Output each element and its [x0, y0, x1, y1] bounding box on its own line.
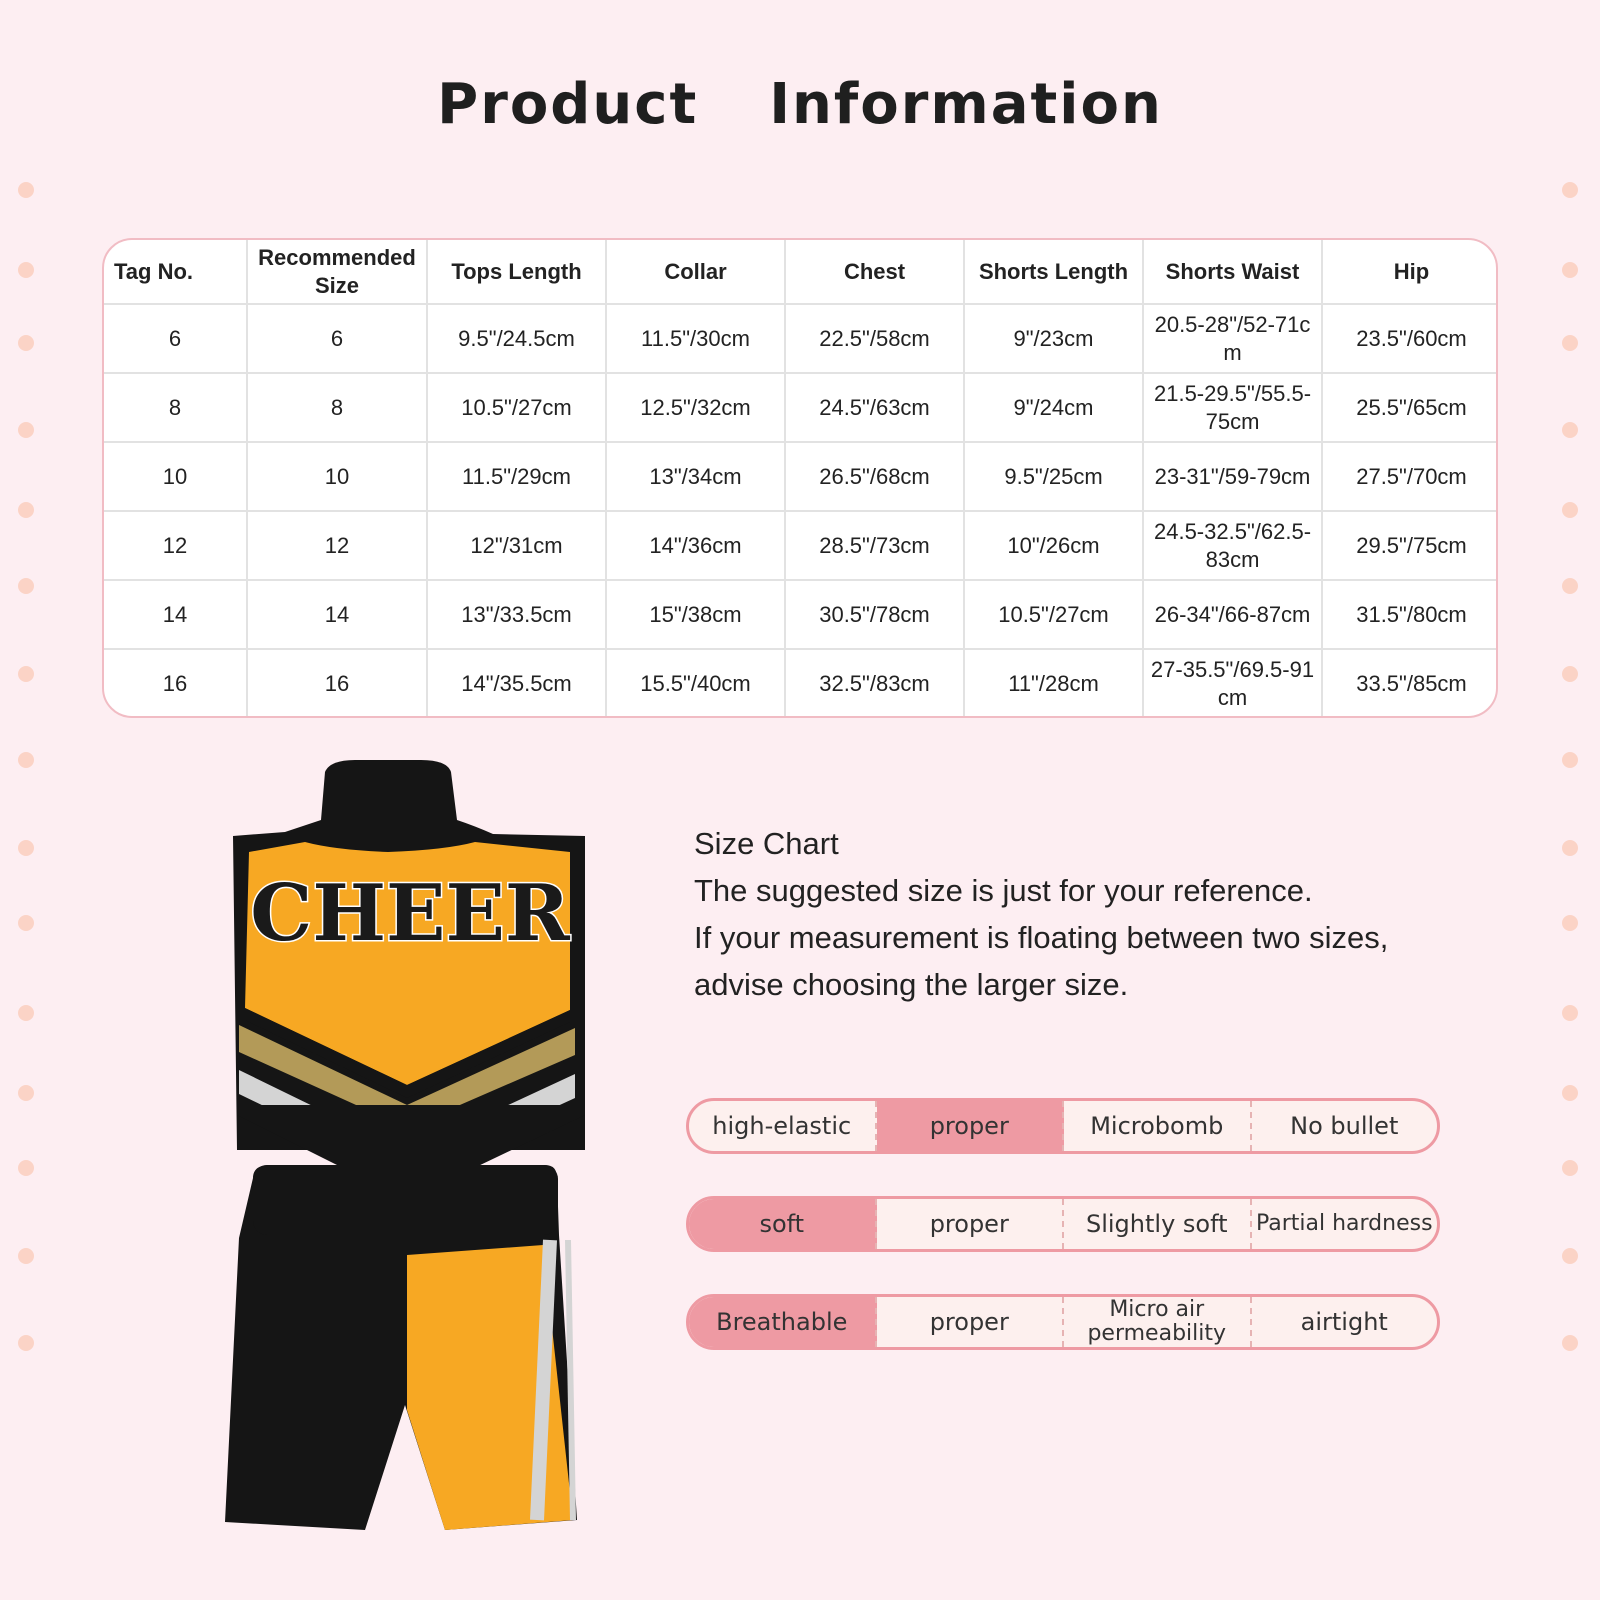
table-cell: 25.5"/65cm: [1322, 373, 1498, 442]
table-cell: 14"/35.5cm: [427, 649, 606, 718]
table-row: [104, 442, 1498, 511]
feature-cell: No bullet: [1290, 1112, 1399, 1140]
size-note-line-2: If your measurement is floating between two sizes,: [694, 920, 1389, 955]
table-cell: 26.5"/68cm: [785, 442, 964, 511]
table-row: [104, 304, 1498, 373]
table-cell: 11.5"/29cm: [427, 442, 606, 511]
table-cell: 6: [104, 304, 247, 373]
table-cell: 20.5-28"/52-71cm: [1143, 304, 1322, 373]
shorts: [225, 1165, 577, 1530]
table-cell: 28.5"/73cm: [785, 511, 964, 580]
table-cell: 10.5"/27cm: [964, 580, 1143, 649]
size-chart-note: [694, 820, 1494, 1008]
table-cell: 8: [104, 373, 247, 442]
table-row: [104, 373, 1498, 442]
table-cell: 26-34"/66-87cm: [1143, 580, 1322, 649]
cheerleader-uniform-image: [225, 760, 600, 1560]
table-cell: 30.5"/78cm: [785, 580, 964, 649]
header-hip: Hip: [1322, 240, 1498, 304]
table-cell: 12"/31cm: [427, 511, 606, 580]
table-cell: 13"/34cm: [606, 442, 785, 511]
feature-cell-selected: proper: [877, 1101, 1065, 1151]
header-shorts-length: Shorts Length: [964, 240, 1143, 304]
table-cell: 6: [247, 304, 427, 373]
feature-cell: proper: [877, 1199, 1065, 1249]
table-cell: 12.5"/32cm: [606, 373, 785, 442]
feature-row-breathability: [686, 1294, 1440, 1350]
table-cell: 15.5"/40cm: [606, 649, 785, 718]
table-cell: 31.5"/80cm: [1322, 580, 1498, 649]
feature-cell: Micro air permeability: [1064, 1297, 1252, 1347]
table-row: [104, 649, 1498, 718]
table-cell: 10: [104, 442, 247, 511]
table-cell: 9"/23cm: [964, 304, 1143, 373]
header-recommended-size: Recommended Size: [247, 240, 427, 304]
feature-row-elasticity: [686, 1098, 1440, 1154]
feature-cell: airtight: [1300, 1308, 1388, 1336]
table-cell: 9"/24cm: [964, 373, 1143, 442]
table-cell: 21.5-29.5"/55.5-75cm: [1143, 373, 1322, 442]
table-cell: 10"/26cm: [964, 511, 1143, 580]
table-cell: 24.5-32.5"/62.5-83cm: [1143, 511, 1322, 580]
crop-top: [233, 760, 585, 1200]
header-tag-no: Tag No.: [104, 240, 247, 304]
table-cell: 8: [247, 373, 427, 442]
table-cell: 15"/38cm: [606, 580, 785, 649]
table-cell: 12: [247, 511, 427, 580]
header-tops-length: Tops Length: [427, 240, 606, 304]
table-cell: 14: [104, 580, 247, 649]
table-cell: 24.5"/63cm: [785, 373, 964, 442]
table-cell: 12: [104, 511, 247, 580]
table-cell: 10: [247, 442, 427, 511]
table-cell: 27.5"/70cm: [1322, 442, 1498, 511]
feature-cell: Microbomb: [1064, 1101, 1252, 1151]
feature-cell: Partial hardness: [1255, 1211, 1433, 1236]
table-cell: 9.5"/25cm: [964, 442, 1143, 511]
table-cell: 11.5"/30cm: [606, 304, 785, 373]
header-chest: Chest: [785, 240, 964, 304]
feature-cell: high-elastic: [689, 1101, 877, 1151]
table-cell: 10.5"/27cm: [427, 373, 606, 442]
size-note-line-1: The suggested size is just for your reference.: [694, 873, 1313, 908]
table-cell: 33.5"/85cm: [1356, 671, 1467, 696]
table-cell: 22.5"/58cm: [785, 304, 964, 373]
table-cell: 13"/33.5cm: [427, 580, 606, 649]
table-cell: 16: [104, 649, 247, 718]
decorative-dots-right: [1562, 0, 1582, 1600]
page-title: Product Information: [437, 72, 1163, 137]
decorative-dots-left: [18, 0, 38, 1600]
table-cell: 14: [247, 580, 427, 649]
feature-cell-selected: soft: [689, 1199, 877, 1249]
table-cell: 27-35.5"/69.5-91cm: [1143, 649, 1322, 718]
header-collar: Collar: [606, 240, 785, 304]
table-cell: 11"/28cm: [964, 649, 1143, 718]
header-shorts-waist: Shorts Waist: [1143, 240, 1322, 304]
table-cell: 16: [247, 649, 427, 718]
table-row: [104, 511, 1498, 580]
table-cell: 29.5"/75cm: [1322, 511, 1498, 580]
table-cell: 14"/36cm: [606, 511, 785, 580]
feature-cell: proper: [877, 1297, 1065, 1347]
table-header-row: [104, 240, 1498, 304]
cheer-print-text: CHEER: [250, 868, 570, 959]
size-chart-heading: Size Chart: [694, 826, 839, 861]
table-cell: 23.5"/60cm: [1322, 304, 1498, 373]
size-note-line-3: advise choosing the larger size.: [694, 967, 1129, 1002]
table-cell: 9.5"/24.5cm: [427, 304, 606, 373]
table-row: [104, 580, 1498, 649]
feature-cell-selected: Breathable: [689, 1297, 877, 1347]
feature-row-softness: [686, 1196, 1440, 1252]
table-cell: 23-31"/59-79cm: [1143, 442, 1322, 511]
size-table: [102, 238, 1498, 718]
table-cell: 32.5"/83cm: [785, 649, 964, 718]
feature-cell: Slightly soft: [1064, 1199, 1252, 1249]
